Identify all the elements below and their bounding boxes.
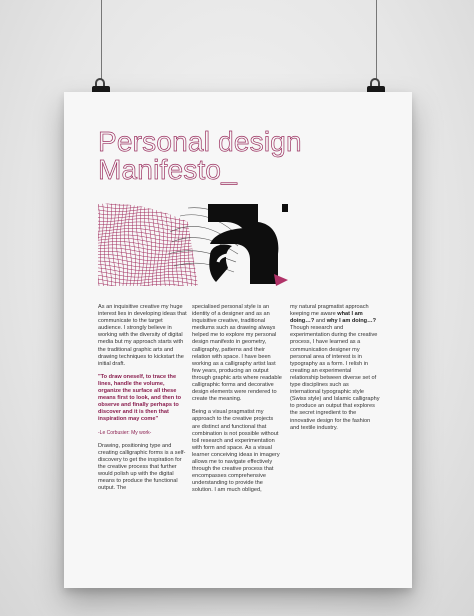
- title-line-1: Personal design: [98, 126, 302, 157]
- calligraphy-artwork: [98, 202, 290, 286]
- column-1-paragraph-2: Drawing, positioning type and creating calligraphic forms is a self-discovery to get the inspiration for the creative process that further would polish up with the digital means to produce the functional output. The: [98, 442, 186, 492]
- column-2-paragraph: specialised personal style is an identity of a designer and as an inquisitive creative, traditional mediums such as drawing always helped me to explore my personal design manifesto in geometry, calligraphy, patterns and their relation with space. I have been working as a calligraphy artist last few years, producing an output through graphic arts where readable calligraphic forms and decorative design elements were rendered to create the meaning.: [192, 304, 282, 403]
- poster-title: [98, 128, 302, 184]
- pink-accent: [274, 274, 288, 286]
- le-corbusier-quote: "To draw oneself, to trace the lines, handle the volume, organize the surface all these means first to look, and then to observe and finally perhaps to discover and it is then that inspiration may come": [98, 373, 181, 423]
- hanging-wire-right: [376, 0, 377, 80]
- title-line-2: Manifesto_: [98, 154, 237, 185]
- text-column-1: [98, 304, 188, 498]
- glyph-small-mark: [282, 204, 288, 212]
- quote-citation: -Le Corbusier: My work-: [98, 429, 152, 436]
- poster: [64, 92, 412, 588]
- bold-phrase-what: what I am doing…?: [290, 311, 363, 325]
- column-2-paragraph-2: Being a visual pragmatist my approach to the creative projects are distinct and functional that combination is not possible without toil research and experimentation with form and space. As a visual learner conceiving ideas in imagery allows me to navigate effectively through the creative process that encompasses comprehensive understanding to provide the solution. I am much obliged,: [192, 409, 280, 494]
- wave-grid-pattern: [98, 202, 200, 286]
- bold-phrase-why: why I am doing…?: [326, 318, 377, 325]
- text-column-2: [192, 304, 282, 500]
- text-column-3: [290, 304, 380, 438]
- column-3-paragraph: my natural pragmatist approach keeping me aware what I am doing…? and why I am doing…? Though research and experimentation during the creative process, I have learned as a communication designer my personal area of interest is in typography as a form. I relish in creating an experimental relationship between diverse set of type disciplines such as international typographic style (Swiss style) and Islamic calligraphy to produce an output that explores the secret ingredient to the innovative design for the fashion and textile industry.: [290, 304, 380, 431]
- black-glyph: [208, 204, 278, 284]
- hanging-wire-left: [101, 0, 102, 80]
- column-1-paragraph: As an inquisitive creative my huge interest lies in developing ideas that communicate to the target audience. I strongly believe in working with the diversity of digital media but my approach starts with the traditional graphic arts and drawing techniques to kickstart the initial draft.: [98, 304, 187, 367]
